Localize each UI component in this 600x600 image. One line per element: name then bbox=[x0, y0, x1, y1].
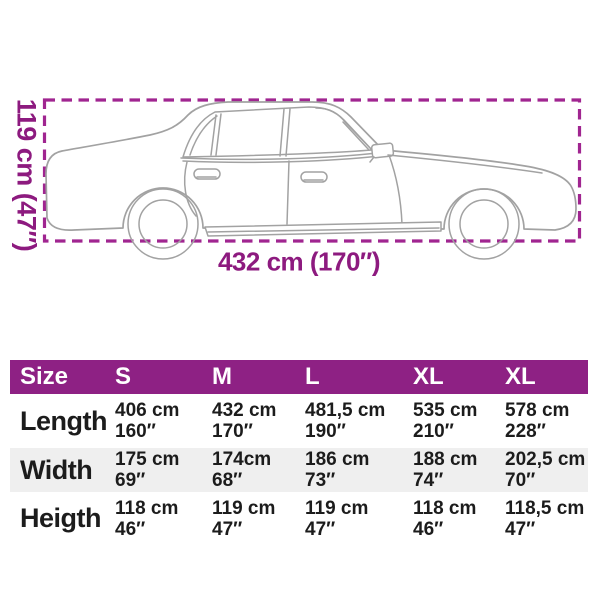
header-cell-s: S bbox=[115, 363, 132, 390]
header-cell-l: L bbox=[305, 363, 320, 390]
table-row-length bbox=[10, 394, 588, 448]
cell-cm: 118,5 cm bbox=[505, 497, 585, 519]
cell-heigth-m bbox=[202, 498, 295, 540]
cell-heigth-l bbox=[295, 498, 403, 540]
cell-in: 46″ bbox=[115, 518, 146, 540]
cell-length-m bbox=[202, 400, 295, 442]
cell-in: 69″ bbox=[115, 470, 146, 491]
cell-width-s bbox=[105, 449, 202, 491]
cell-cm: 481,5 cm bbox=[305, 400, 386, 421]
cell-width-xl1 bbox=[403, 449, 495, 491]
cell-width-xl2 bbox=[495, 449, 588, 491]
cell-heigth-xl2 bbox=[495, 498, 588, 540]
header-cell-size: Size bbox=[20, 363, 69, 390]
cell-heigth-s bbox=[105, 498, 202, 540]
cell-cm: 118 cm bbox=[115, 497, 179, 519]
cell-length-xl2 bbox=[495, 400, 588, 442]
cell-width-m bbox=[202, 449, 295, 491]
cell-length-l bbox=[295, 400, 403, 442]
cell-in: 47″ bbox=[505, 518, 536, 540]
cell-in: 47″ bbox=[305, 518, 336, 540]
table-row-heigth bbox=[10, 492, 588, 545]
cell-cm: 119 cm bbox=[212, 497, 276, 519]
cell-in: 190″ bbox=[305, 421, 346, 442]
cell-cm: 188 cm bbox=[413, 449, 478, 470]
size-table bbox=[10, 360, 588, 545]
height-dimension-label: 119 cm (47″) bbox=[11, 98, 42, 252]
cell-cm: 406 cm bbox=[115, 400, 180, 421]
cell-in: 70″ bbox=[505, 470, 536, 491]
row-label: Heigth bbox=[20, 503, 101, 533]
cell-heigth-xl1 bbox=[403, 498, 495, 540]
cell-in: 73″ bbox=[305, 470, 336, 491]
cell-length-xl1 bbox=[403, 400, 495, 442]
row-label: Length bbox=[20, 405, 107, 436]
cell-cm: 175 cm bbox=[115, 449, 180, 470]
cell-in: 210″ bbox=[413, 421, 454, 442]
cell-in: 160″ bbox=[115, 421, 156, 442]
size-table-header-row bbox=[10, 360, 588, 394]
cell-cm: 202,5 cm bbox=[505, 449, 586, 470]
cell-cm: 186 cm bbox=[305, 449, 370, 470]
cell-cm: 432 cm bbox=[212, 400, 277, 421]
cell-cm: 535 cm bbox=[413, 400, 478, 421]
car-outline-drawing bbox=[46, 102, 576, 259]
cell-in: 170″ bbox=[212, 421, 253, 442]
length-dimension-label: 432 cm (170″) bbox=[217, 246, 381, 277]
header-cell-xl2: XL bbox=[505, 363, 536, 390]
cell-in: 74″ bbox=[413, 470, 444, 491]
cell-cm: 119 cm bbox=[305, 497, 369, 519]
row-label: Width bbox=[20, 454, 93, 485]
cell-cm: 578 cm bbox=[505, 400, 570, 421]
table-row-width bbox=[10, 448, 588, 492]
cell-in: 46″ bbox=[413, 518, 444, 540]
cell-in: 228″ bbox=[505, 421, 546, 442]
cell-cm: 174cm bbox=[212, 449, 272, 470]
cell-width-l bbox=[295, 449, 403, 491]
cell-cm: 118 cm bbox=[413, 497, 477, 519]
cell-length-s bbox=[105, 400, 202, 442]
cell-in: 68″ bbox=[212, 470, 243, 491]
header-cell-m: M bbox=[212, 363, 232, 390]
cell-in: 47″ bbox=[212, 518, 243, 540]
header-cell-xl1: XL bbox=[413, 363, 444, 390]
